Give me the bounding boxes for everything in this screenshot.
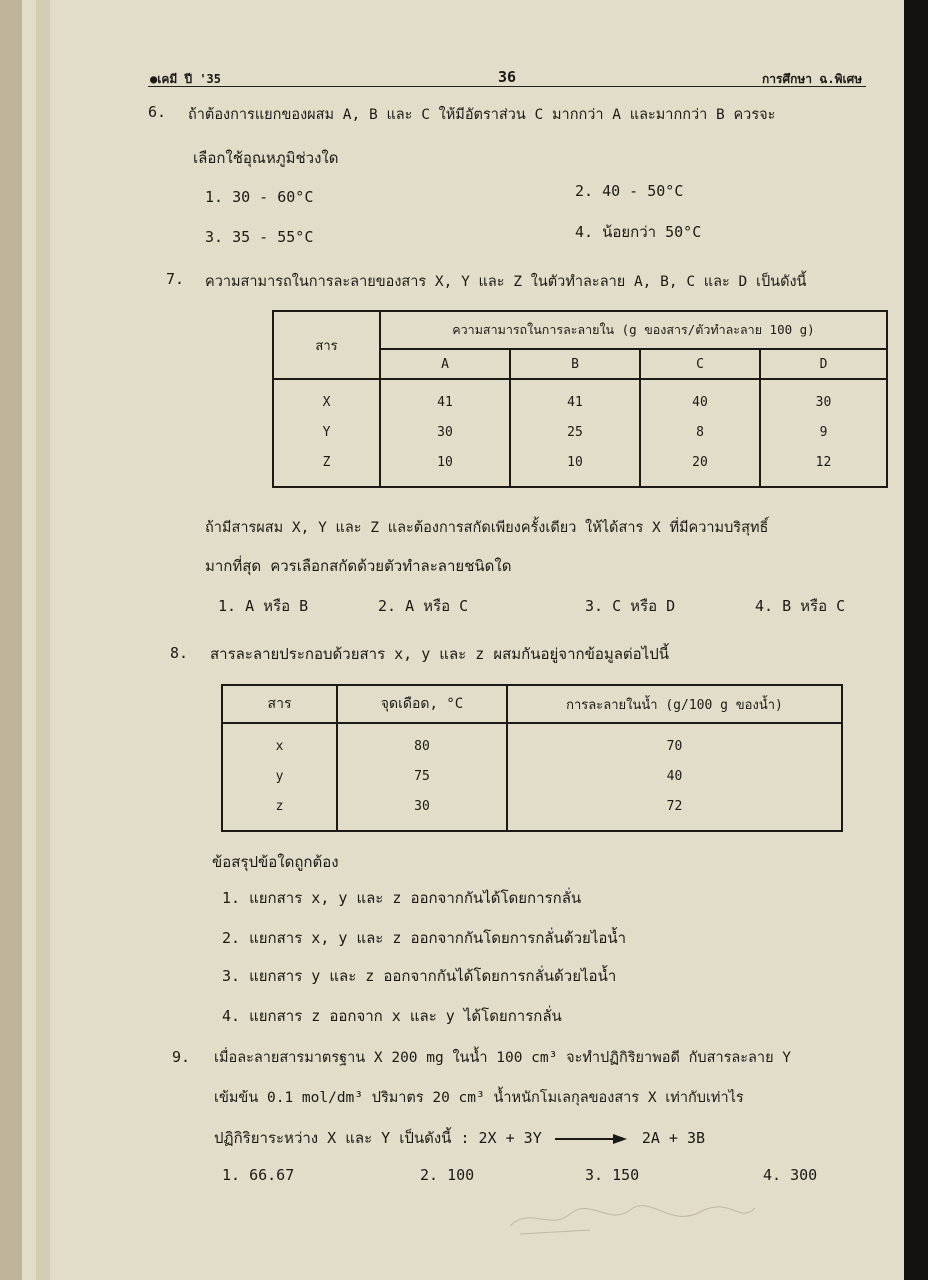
q9-line3: ปฏิกิริยาระหว่าง X และ Y เป็นดังนี้ : bbox=[214, 1129, 470, 1147]
pencil-scribble bbox=[500, 1196, 760, 1236]
q6-choice-2: 2. 40 - 50°C bbox=[575, 182, 684, 200]
q7-col-header-a: A bbox=[380, 349, 510, 379]
q7-cell: 10 bbox=[437, 455, 453, 470]
q7-col-header-d: D bbox=[760, 349, 887, 379]
q8-boiling-point-column bbox=[337, 723, 507, 831]
q7-number: 7. bbox=[166, 270, 185, 288]
q7-col-header-b: B bbox=[510, 349, 640, 379]
q7-choice-3: 3. C หรือ D bbox=[585, 597, 676, 615]
q6-line2: เลือกใช้อุณหภูมิช่วงใด bbox=[193, 149, 339, 167]
q8-substance-z: z bbox=[275, 799, 284, 814]
q9-line2: เข้มข้น 0.1 mol/dm³ ปริมาตร 20 cm³ น้ำหนักโมเลกุลของสาร X เท่ากับเท่าไร bbox=[214, 1090, 744, 1106]
q6-line1: ถ้าต้องการแยกของผสม A, B และ C ให้มีอัตราส่วน C มากกว่า A และมากกว่า B ควรจะ bbox=[188, 107, 776, 123]
q9-choice-1: 1. 66.67 bbox=[222, 1166, 295, 1184]
arrow-head-icon bbox=[613, 1134, 627, 1144]
q8-substance-x: x bbox=[275, 739, 284, 754]
q7-cell: 8 bbox=[696, 425, 704, 440]
q7-after-line2: มากที่สุด ควรเลือกสกัดด้วยตัวทำละลายชนิดใด bbox=[205, 557, 512, 575]
q8-cell: 70 bbox=[666, 739, 683, 754]
q7-cell: 41 bbox=[437, 395, 453, 410]
boiling-point-table-q8 bbox=[221, 684, 843, 832]
q8-header-solubility: การละลายในน้ำ (g/100 g ของน้ำ) bbox=[507, 685, 842, 723]
q8-choice-1: 1. แยกสาร x, y และ z ออกจากกันได้โดยการกลั่น bbox=[222, 889, 582, 907]
q7-table-group-header: ความสามารถในการละลายใน (g ของสาร/ตัวทำละลาย 100 g) bbox=[380, 311, 887, 349]
q7-cell: 41 bbox=[567, 395, 583, 410]
q9-eq-right: 2A + 3B bbox=[641, 1129, 706, 1147]
q7-row-labels bbox=[273, 379, 380, 487]
q8-cell: 72 bbox=[666, 799, 683, 814]
q7-after-line1: ถ้ามีสารผสม X, Y และ Z และต้องการสกัดเพียงครั้งเดียว ให้ได้สาร X ที่มีความบริสุทธิ์ bbox=[205, 520, 769, 536]
q8-cell: 80 bbox=[414, 739, 430, 754]
q7-cell: 20 bbox=[692, 455, 708, 470]
q7-choice-2: 2. A หรือ C bbox=[378, 597, 469, 615]
q8-substance-y: y bbox=[275, 769, 284, 784]
q7-cell: 12 bbox=[815, 455, 832, 470]
q7-col-header-c: C bbox=[640, 349, 760, 379]
q8-substance-column bbox=[222, 723, 337, 831]
q8-cell: 40 bbox=[666, 769, 683, 784]
q7-cell: 25 bbox=[567, 425, 583, 440]
q8-choice-2: 2. แยกสาร x, y และ z ออกจากกันโดยการกลั่นด้วยไอน้ำ bbox=[222, 929, 627, 947]
q7-choice-1: 1. A หรือ B bbox=[218, 597, 309, 615]
header-left: ●เคมี ปี '35 bbox=[150, 72, 222, 86]
reaction-arrow-icon bbox=[555, 1138, 613, 1140]
q6-choice-3: 3. 35 - 55°C bbox=[205, 228, 314, 246]
header-right: การศึกษา ฉ.พิเศษ bbox=[762, 72, 863, 86]
q8-solubility-column bbox=[507, 723, 842, 831]
q7-row-x: X bbox=[322, 395, 331, 410]
q7-row-z: Z bbox=[322, 455, 331, 470]
q7-col-b-values bbox=[510, 379, 640, 487]
header-rule bbox=[148, 86, 866, 87]
q7-col-d-values bbox=[760, 379, 887, 487]
q8-choice-4: 4. แยกสาร z ออกจาก x และ y ได้โดยการกลั่น bbox=[222, 1007, 562, 1025]
q9-choice-4: 4. 300 bbox=[763, 1166, 818, 1184]
q9-choice-3: 3. 150 bbox=[585, 1166, 640, 1184]
q6-choice-4: 4. น้อยกว่า 50°C bbox=[575, 223, 702, 241]
page-background-edge bbox=[904, 0, 928, 1280]
q8-cell: 75 bbox=[414, 769, 430, 784]
q8-number: 8. bbox=[170, 644, 189, 662]
q9-choice-2: 2. 100 bbox=[420, 1166, 475, 1184]
q7-cell: 9 bbox=[819, 425, 828, 440]
page-number: 36 bbox=[498, 68, 517, 86]
q9-number: 9. bbox=[172, 1048, 191, 1066]
q6-choice-1: 1. 30 - 60°C bbox=[205, 188, 314, 206]
q7-cell: 30 bbox=[815, 395, 832, 410]
q7-col-a-values bbox=[380, 379, 510, 487]
q8-header-boiling-point: จุดเดือด, °C bbox=[337, 685, 507, 723]
q7-line1: ความสามารถในการละลายของสาร X, Y และ Z ในตัวทำละลาย A, B, C และ D เป็นดังนี้ bbox=[205, 274, 807, 290]
q7-cell: 40 bbox=[692, 395, 708, 410]
q7-cell: 10 bbox=[567, 455, 583, 470]
solubility-table-q7 bbox=[272, 310, 888, 488]
q6-number: 6. bbox=[148, 103, 167, 121]
q7-row-y: Y bbox=[322, 425, 331, 440]
q8-choice-3: 3. แยกสาร y และ z ออกจากกันได้โดยการกลั่นด้วยไอน้ำ bbox=[222, 967, 617, 985]
q8-line1: สารละลายประกอบด้วยสาร x, y และ z ผสมกันอยู่จากข้อมูลต่อไปนี้ bbox=[210, 645, 669, 663]
q9-eq-left: 2X + 3Y bbox=[478, 1129, 542, 1147]
q9-line1: เมื่อละลายสารมาตรฐาน X 200 mg ในน้ำ 100 cm³ จะทำปฏิกิริยาพอดี กับสารละลาย Y bbox=[214, 1050, 792, 1066]
q8-prompt: ข้อสรุปข้อใดถูกต้อง bbox=[212, 853, 339, 871]
q7-table-corner: สาร bbox=[273, 311, 380, 379]
q8-cell: 30 bbox=[414, 799, 430, 814]
page-inner-edge bbox=[36, 0, 50, 1280]
q7-choice-4: 4. B หรือ C bbox=[755, 597, 846, 615]
q7-cell: 30 bbox=[437, 425, 453, 440]
q8-header-substance: สาร bbox=[222, 685, 337, 723]
q9-equation-row bbox=[214, 1126, 705, 1150]
q7-col-c-values bbox=[640, 379, 760, 487]
